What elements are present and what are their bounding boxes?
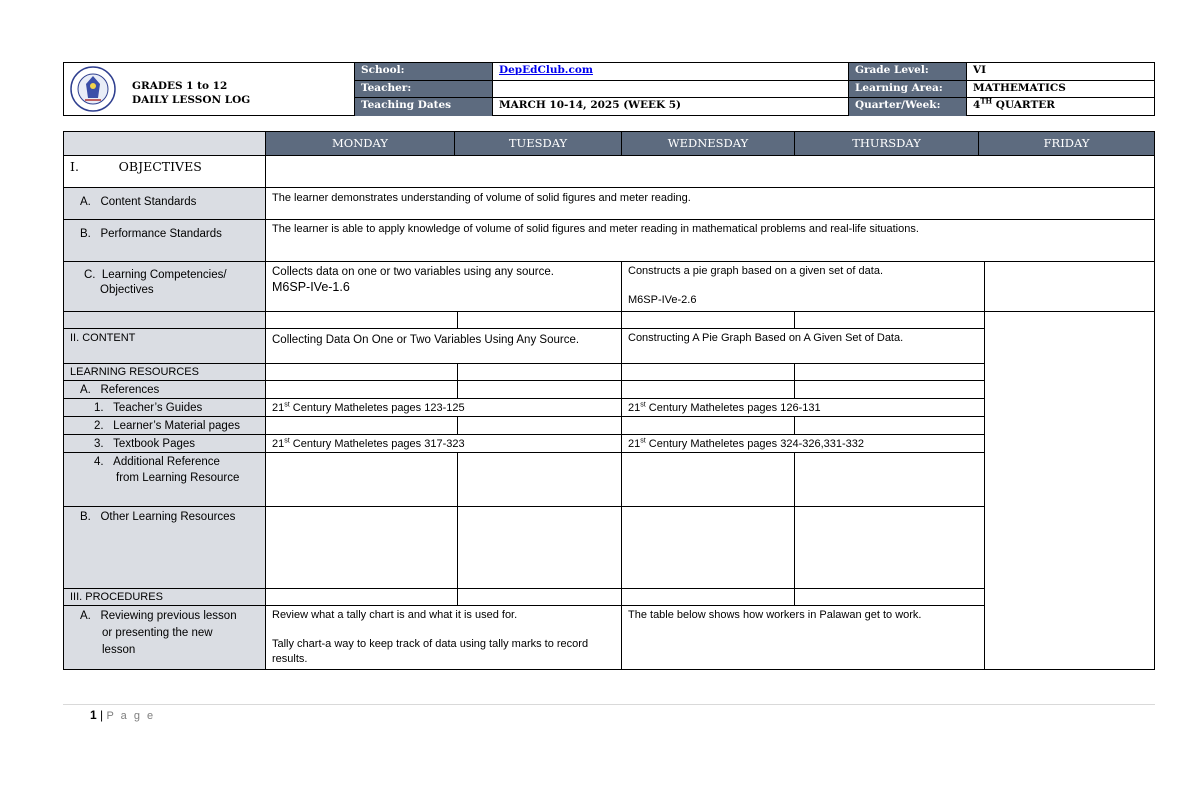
references-label: A. References xyxy=(63,380,266,399)
quarter-week-label: Quarter/Week: xyxy=(849,98,967,116)
header-corner xyxy=(63,131,266,156)
title-line-2: DAILY LESSON LOG xyxy=(132,94,251,106)
dates-value: MARCH 10-14, 2025 (WEEK 5) xyxy=(493,98,849,116)
competency-monday: Collects data on one or two variables using any source. M6SP-IVe-1.6 xyxy=(265,261,622,312)
day-header-friday: FRIDAY xyxy=(978,131,1155,156)
page-footer: 1 | P a g e xyxy=(90,708,156,722)
teachers-guides-wednesday: 21st Century Matheletes pages 126-131 xyxy=(621,398,985,417)
textbook-pages-wednesday: 21st Century Matheletes pages 324-326,331-332 xyxy=(621,434,985,453)
document-title xyxy=(132,79,250,107)
content-standards-value: The learner demonstrates understanding of volume of solid figures and meter reading. xyxy=(265,187,1155,220)
reviewing-wednesday: The table below shows how workers in Palawan get to work. xyxy=(621,605,985,670)
learning-area-value: MATHEMATICS xyxy=(967,81,1155,98)
school-label: School: xyxy=(355,63,493,81)
teacher-value xyxy=(493,81,849,98)
content-label: II. CONTENT xyxy=(63,328,266,364)
teacher-label: Teacher: xyxy=(355,81,493,98)
additional-reference-label: 4. Additional Reference from Learning Resource xyxy=(63,452,266,507)
header-info-grid xyxy=(355,62,1155,116)
textbook-pages-label: 3. Textbook Pages xyxy=(63,434,266,453)
performance-standards-value: The learner is able to apply knowledge of volume of solid figures and meter reading in mathematical problems and real-life situations. xyxy=(265,219,1155,262)
competencies-label: C. Learning Competencies/ Objectives xyxy=(63,261,266,312)
content-wednesday: Constructing A Pie Graph Based on A Given Set of Data. xyxy=(621,328,985,364)
lesson-log-table xyxy=(63,131,1155,670)
reviewing-monday: Review what a tally chart is and what it is used for. Tally chart-a way to keep track of data using tally marks to record results. xyxy=(265,605,622,670)
textbook-pages-monday: 21st Century Matheletes pages 317-323 xyxy=(265,434,622,453)
deped-seal-icon xyxy=(70,66,116,112)
learning-resources-label: LEARNING RESOURCES xyxy=(63,363,266,381)
friday-column-blank xyxy=(984,311,1155,670)
day-header-wednesday: WEDNESDAY xyxy=(621,131,795,156)
procedures-label: III. PROCEDURES xyxy=(63,588,266,606)
title-line-1: GRADES 1 to 12 xyxy=(132,80,228,92)
day-header-thursday: THURSDAY xyxy=(794,131,979,156)
spacer-label xyxy=(63,311,266,329)
school-link[interactable]: DepEdClub.com xyxy=(499,64,593,76)
grade-level-value: VI xyxy=(967,63,1155,81)
content-monday: Collecting Data On One or Two Variables Using Any Source. xyxy=(265,328,622,364)
reviewing-lesson-label: A. Reviewing previous lesson or presenting the new lesson xyxy=(63,605,266,670)
day-header-tuesday: TUESDAY xyxy=(454,131,622,156)
grade-level-label: Grade Level: xyxy=(849,63,967,81)
section-objectives: I. OBJECTIVES xyxy=(63,155,266,188)
content-standards-label: A. Content Standards xyxy=(63,187,266,220)
footer-divider xyxy=(63,704,1155,705)
competency-wednesday: Constructs a pie graph based on a given set of data. M6SP-IVe-2.6 xyxy=(621,261,985,312)
school-value[interactable] xyxy=(493,63,849,81)
teachers-guides-label: 1. Teacher’s Guides xyxy=(63,398,266,417)
learning-area-label: Learning Area: xyxy=(849,81,967,98)
learners-material-label: 2. Learner’s Material pages xyxy=(63,416,266,435)
page-number: 1 xyxy=(90,708,97,722)
objectives-blank xyxy=(265,155,1155,188)
teachers-guides-monday: 21st Century Matheletes pages 123-125 xyxy=(265,398,622,417)
competency-friday xyxy=(984,261,1155,312)
other-resources-label: B. Other Learning Resources xyxy=(63,506,266,589)
page-word: P a g e xyxy=(106,710,156,722)
quarter-week-value: 4TH QUARTER xyxy=(973,98,1056,111)
performance-standards-label: B. Performance Standards xyxy=(63,219,266,262)
day-header-monday: MONDAY xyxy=(265,131,455,156)
dates-label: Teaching Dates xyxy=(355,98,493,116)
header-title-block xyxy=(63,62,355,116)
